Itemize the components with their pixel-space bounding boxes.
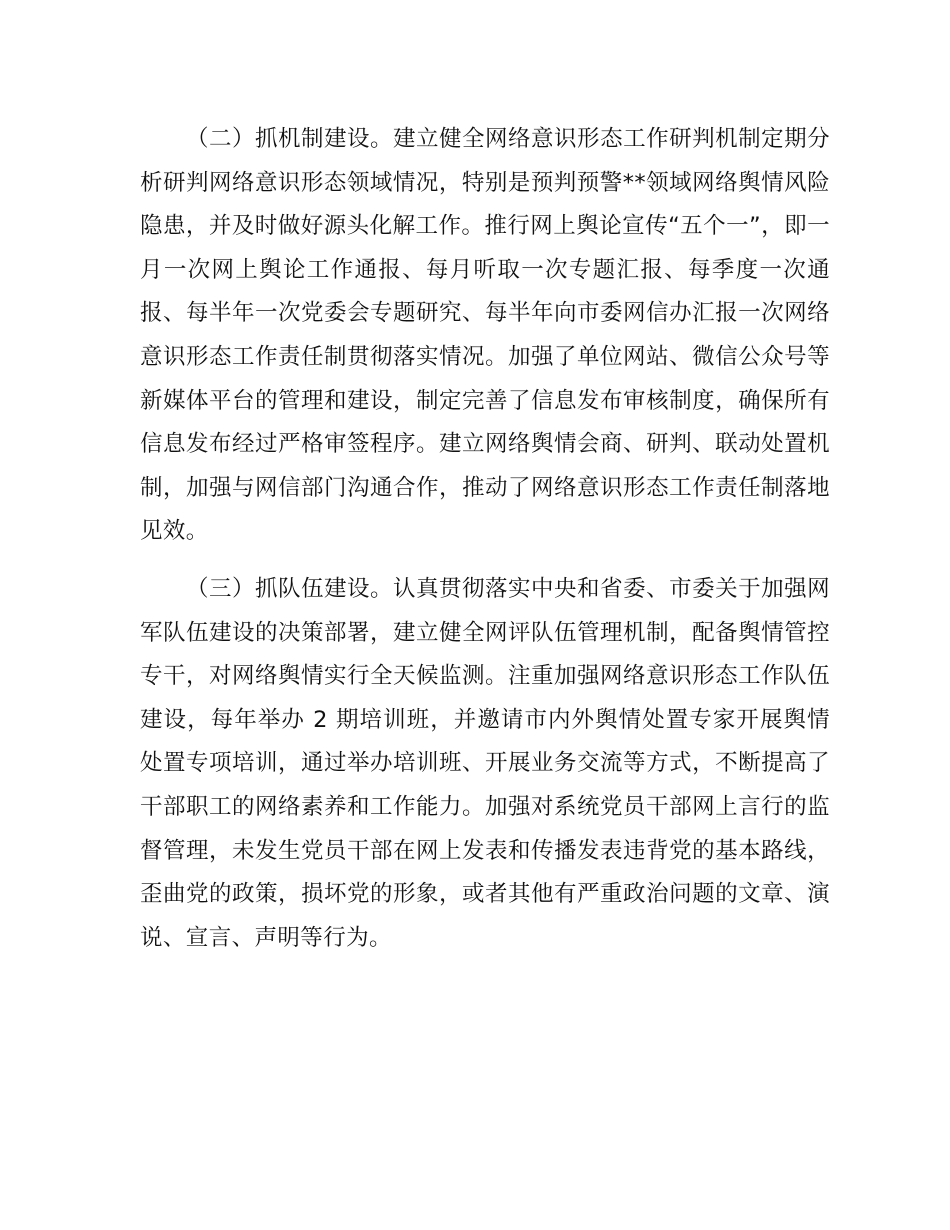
paragraph-team-building: （三）抓队伍建设。认真贯彻落实中央和省委、市委关于加强网军队伍建设的决策部署，建立健全网评队伍管理机制，配备舆情管控专干，对网络舆情实行全天候监测。注重加强网络意识形态工作队伍建设，每年举办 2 期培训班，并邀请市内外舆情处置专家开展舆情处置专项培训，通过举办培训班、开展业务交流等方式，不断提高了干部职工的网络素养和工作能力。加强对系统党员干部网上言行的监督管理，未发生党员干部在网上发表和传播发表违背党的基本路线，歪曲党的政策，损坏党的形象，或者其他有严重政治问题的文章、演说、宣言、声明等行为。 (140, 575, 830, 951)
document-body (140, 118, 830, 960)
paragraph-mechanism-building: （二）抓机制建设。建立健全网络意识形态工作研判机制定期分析研判网络意识形态领域情况，特别是预判预警**领域网络舆情风险隐患，并及时做好源头化解工作。推行网上舆论宣传“五个一”，即一月一次网上舆论工作通报、每月听取一次专题汇报、每季度一次通报、每半年一次党委会专题研究、每半年向市委网信办汇报一次网络意识形态工作责任制贯彻落实情况。加强了单位网站、微信公众号等新媒体平台的管理和建设，制定完善了信息发布审核制度，确保所有信息发布经过严格审签程序。建立网络舆情会商、研判、联动处置机制，加强与网信部门沟通合作，推动了网络意识形态工作责任制落地见效。 (140, 126, 830, 545)
